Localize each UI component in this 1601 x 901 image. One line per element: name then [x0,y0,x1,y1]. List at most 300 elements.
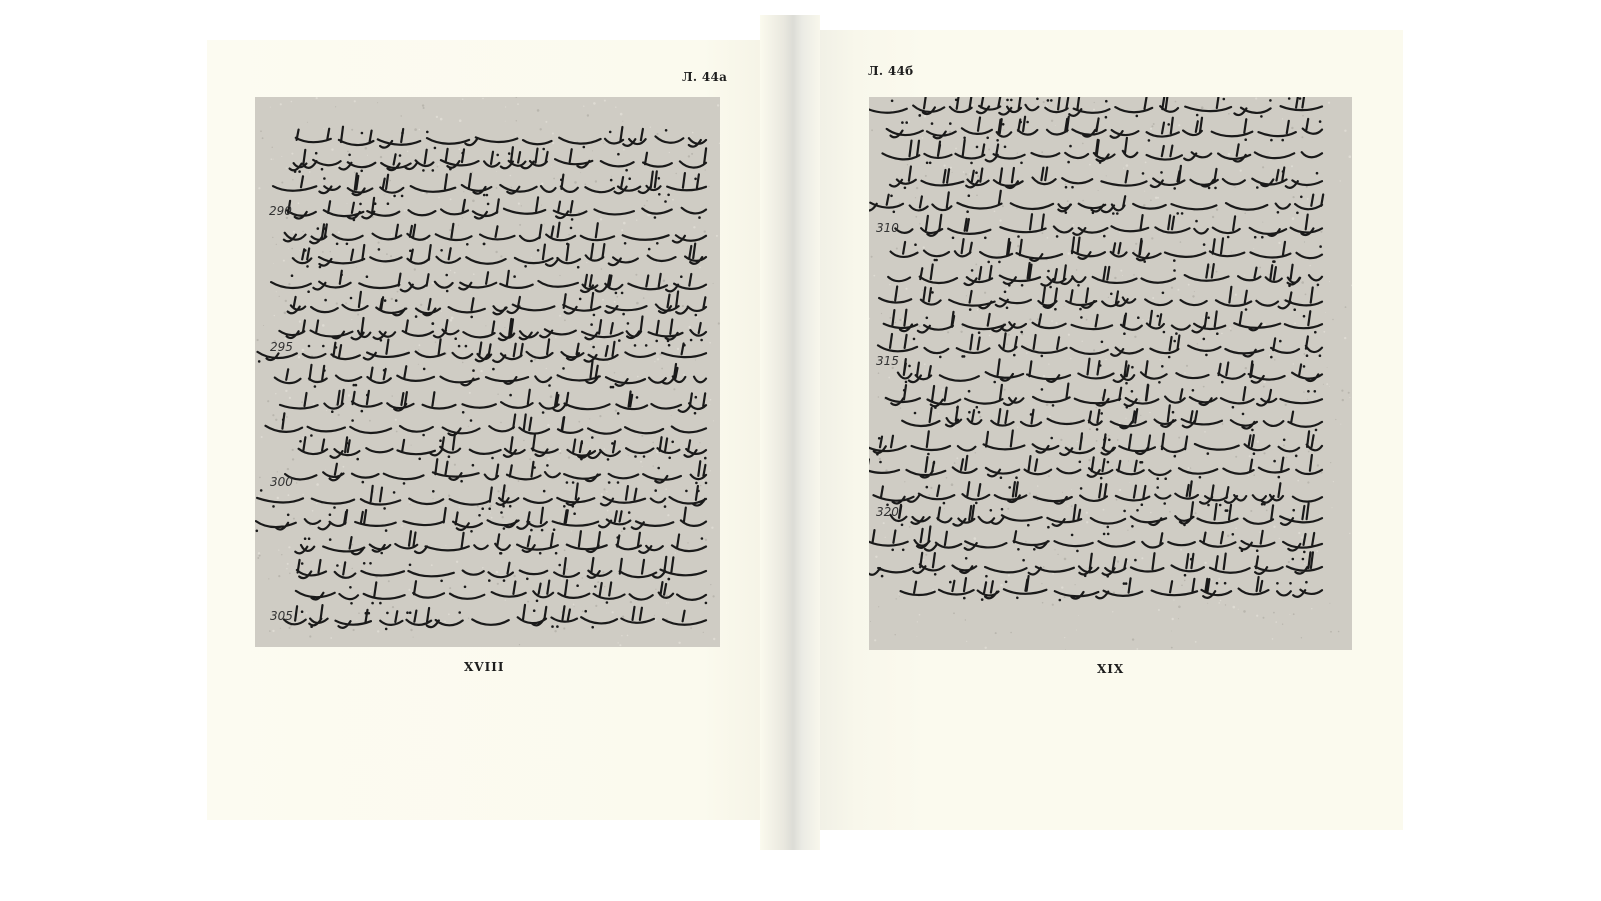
left-manuscript-script [255,97,720,647]
paper-speck [405,350,406,351]
script-dot [366,275,369,278]
script-dot [963,597,966,600]
paper-speck [1178,124,1180,126]
script-dot [1173,269,1176,272]
paper-speck [621,229,623,231]
script-dot [1295,455,1298,458]
script-dot [1199,476,1202,479]
script-dot [308,537,311,540]
script-dot [1107,526,1110,529]
script-dot [272,505,275,508]
paper-speck [705,169,706,170]
script-dot [291,274,294,277]
script-dot [1148,139,1151,142]
paper-speck [1155,197,1157,199]
script-dot [657,467,660,470]
paper-speck [869,318,870,320]
script-dot [690,339,693,342]
paper-speck [642,466,643,467]
paper-speck [511,547,513,549]
paper-speck [260,130,262,132]
script-dot [1174,455,1177,458]
paper-speck [654,615,655,616]
paper-speck [711,527,713,529]
paper-speck [500,255,502,257]
paper-speck [699,267,701,269]
paper-speck [592,150,593,151]
paper-speck [1181,585,1183,587]
script-dot [695,482,698,485]
script-dot [1105,100,1108,103]
script-dot [1020,331,1023,334]
paper-speck [1064,637,1065,638]
paper-speck [1273,526,1275,528]
paper-speck [1145,162,1147,164]
script-dot [536,600,539,603]
script-dot [935,259,938,262]
script-dot [655,340,658,343]
script-dot [321,168,324,171]
script-dot [1101,341,1104,344]
paper-speck [1029,318,1031,320]
paper-speck [619,644,621,646]
paper-speck [573,604,575,606]
paper-speck [995,632,997,634]
script-dot [694,412,697,415]
paper-speck [420,304,422,306]
script-dot [415,315,418,318]
paper-speck [378,242,380,244]
paper-speck [1275,621,1277,623]
paper-speck [367,155,368,156]
paper-speck [1282,624,1283,625]
script-dot [1173,259,1176,262]
paper-speck [1140,276,1141,277]
paper-speck [268,578,269,579]
paper-speck [582,577,584,579]
paper-speck [1076,630,1077,631]
paper-speck [879,458,881,460]
paper-speck [1086,512,1088,514]
paper-speck [1157,197,1159,199]
paper-speck [1042,602,1044,604]
paper-speck [971,104,973,106]
paper-speck [1216,209,1218,211]
script-dot [422,434,425,437]
script-dot [1203,338,1206,341]
script-dot [654,216,657,219]
script-dot [1181,212,1184,215]
paper-speck [713,420,714,421]
paper-speck [505,490,507,492]
paper-speck [1301,637,1302,638]
paper-speck [510,175,512,177]
script-dot [591,626,594,629]
paper-speck [1320,231,1322,233]
paper-speck [1304,563,1305,564]
paper-speck [604,100,606,102]
script-dot [317,227,320,230]
script-dot [1049,286,1052,289]
paper-speck [1175,101,1177,103]
script-line [299,434,706,458]
paper-speck [1062,492,1063,493]
paper-speck [1285,404,1287,406]
paper-speck [497,490,499,492]
script-dot [1071,186,1074,189]
script-dot [409,611,412,614]
script-dot [1270,139,1273,142]
paper-speck [966,545,968,547]
script-dot [1278,476,1281,479]
script-dot [617,412,620,415]
script-dot [1277,211,1280,214]
script-dot [1134,559,1137,562]
paper-speck [391,234,393,236]
paper-speck [471,172,473,174]
script-dot [301,562,304,565]
script-line [869,552,1322,575]
paper-speck [644,205,646,207]
paper-speck [454,272,456,274]
paper-speck [1050,308,1052,310]
paper-speck [1125,418,1126,419]
paper-speck [870,621,871,622]
script-dot [1112,212,1115,215]
script-dot [346,243,349,246]
paper-speck [1335,419,1336,420]
script-dot [694,178,697,181]
paper-speck [580,172,581,173]
paper-speck [975,452,976,453]
paper-speck [440,118,443,121]
paper-speck [1078,615,1079,616]
script-dot [658,177,661,180]
paper-speck [1129,408,1131,410]
paper-speck [1056,156,1057,157]
paper-speck [635,274,637,276]
paper-speck [1160,359,1161,360]
paper-speck [953,612,955,614]
paper-speck [700,485,702,487]
paper-speck [587,114,589,116]
script-dot [539,552,542,555]
paper-speck [895,322,897,324]
paper-speck [1068,252,1070,254]
script-dot [1163,502,1166,505]
right-plate-caption: XIX [1097,662,1125,676]
paper-speck [406,210,407,211]
script-dot [1261,236,1264,239]
paper-speck [615,107,616,108]
paper-speck [566,568,568,570]
paper-speck [1320,515,1321,516]
script-dot [592,346,595,349]
paper-speck [1142,319,1143,320]
paper-speck [1192,295,1194,297]
script-dot [1071,534,1074,537]
script-dot [446,290,449,293]
paper-speck [1151,237,1153,239]
script-dot [395,299,398,302]
paper-speck [1059,335,1060,336]
paper-speck [261,436,263,438]
paper-speck [468,426,469,427]
script-dot [378,248,381,251]
script-dot [543,490,546,493]
script-dot [566,481,569,484]
script-dot [904,187,907,190]
paper-speck [312,510,314,512]
paper-speck [1305,294,1307,296]
paper-speck [377,102,378,103]
script-dot [333,506,336,509]
paper-speck [1274,359,1275,360]
paper-speck [1332,319,1333,320]
script-dot [329,538,332,541]
paper-speck [505,600,506,601]
paper-speck [1323,384,1324,385]
paper-speck [527,601,529,603]
paper-speck [410,585,411,586]
script-dot [664,505,667,508]
paper-speck [597,581,599,583]
paper-speck [1108,297,1109,298]
paper-speck [529,458,531,460]
script-dot [610,179,613,182]
script-line [288,292,706,316]
paper-speck [1230,330,1231,331]
paper-speck [281,182,283,184]
paper-speck [1008,574,1010,576]
paper-speck [678,642,680,644]
paper-speck [622,121,623,122]
paper-speck [389,180,391,182]
paper-speck [1065,649,1066,650]
paper-speck [621,635,622,636]
script-line [888,263,1322,286]
paper-speck [1133,250,1135,252]
paper-speck [1326,383,1328,385]
script-line [284,605,706,628]
paper-speck [1297,480,1299,482]
script-dot [386,612,389,615]
paper-speck [409,501,411,503]
paper-speck [1007,344,1008,345]
paper-speck [580,499,582,501]
line-number: 315 [876,354,899,368]
line-number: 300 [270,475,293,489]
paper-speck [519,644,520,645]
paper-speck [1153,123,1155,125]
script-dot [617,153,620,156]
paper-speck [630,601,632,603]
script-dot [996,139,999,142]
paper-speck [909,526,911,528]
paper-speck [568,234,569,235]
paper-speck [1152,297,1154,299]
paper-speck [436,116,438,118]
script-dot [606,601,609,604]
script-dot [993,381,996,384]
paper-speck [441,311,442,312]
paper-speck [547,457,550,460]
paper-speck [1279,538,1280,539]
script-dot [409,250,412,253]
paper-speck [1180,241,1182,243]
script-dot [625,169,628,172]
script-dot [571,218,574,221]
paper-speck [257,339,259,341]
paper-speck [871,256,873,258]
script-dot [879,461,882,464]
script-dot [1123,510,1126,513]
script-dot [304,537,307,540]
script-dot [634,455,637,458]
paper-speck [656,450,659,453]
paper-speck [277,471,278,472]
script-dot [1216,332,1219,335]
paper-speck [289,397,291,399]
paper-speck [552,133,554,135]
paper-speck [1245,367,1247,369]
paper-speck [1008,334,1010,336]
paper-speck [1329,386,1330,387]
script-dot [901,121,904,124]
paper-speck [515,134,516,135]
script-dot [905,121,908,124]
paper-speck [1072,224,1074,226]
paper-speck [705,539,707,541]
paper-speck [922,290,923,291]
script-dot [1293,308,1296,311]
script-dot [1224,582,1227,585]
paper-speck [1042,232,1044,234]
script-dot [891,100,894,103]
script-dot [1100,412,1103,415]
script-dot [1047,526,1050,529]
paper-speck [1184,372,1186,374]
paper-speck [898,593,899,594]
paper-speck [534,359,536,361]
paper-speck [677,348,679,350]
script-line [266,413,707,435]
script-dot [1269,99,1272,102]
script-dot [393,195,396,198]
paper-speck [280,628,281,629]
script-dot [1156,477,1159,480]
paper-speck [546,368,547,369]
paper-speck [1235,294,1237,296]
paper-speck [1273,612,1275,614]
paper-speck [923,246,925,248]
paper-speck [647,214,650,217]
paper-speck [611,185,612,186]
paper-speck [1316,550,1318,552]
paper-speck [915,197,916,198]
paper-speck [313,403,315,405]
paper-speck [491,517,493,519]
paper-speck [1067,506,1068,507]
paper-speck [339,563,341,565]
script-dot [329,513,332,516]
paper-speck [1342,399,1344,401]
script-dot [926,162,929,165]
paper-speck [337,165,339,167]
paper-speck [636,220,637,221]
paper-speck [272,630,274,632]
script-dot [315,152,318,155]
script-dot [401,195,404,198]
paper-speck [338,414,340,416]
paper-speck [946,477,948,479]
script-dot [1216,582,1219,585]
script-dot [654,489,657,492]
paper-speck [874,639,876,641]
paper-speck [1291,165,1293,167]
script-dot [462,411,465,414]
paper-speck [414,268,416,270]
paper-speck [1263,452,1265,454]
paper-speck [942,389,944,391]
paper-speck [1218,602,1220,604]
script-dot [1096,428,1099,431]
paper-speck [1051,120,1053,122]
paper-speck [691,153,693,155]
paper-speck [1150,128,1152,130]
script-dot [1195,220,1198,223]
script-line [275,361,706,385]
paper-speck [272,414,274,416]
script-line [256,508,706,530]
script-dot [383,507,386,510]
script-line [902,405,1322,428]
paper-speck [1007,288,1009,290]
paper-speck [710,399,712,401]
paper-speck [975,264,977,266]
script-dot [1161,365,1164,368]
paper-speck [1117,439,1119,441]
paper-speck [462,362,464,364]
paper-speck [655,589,656,590]
paper-speck [1054,549,1055,550]
paper-speck [871,129,873,131]
paper-speck [397,291,399,293]
script-dot [260,489,263,492]
paper-speck [1307,481,1309,483]
paper-speck [497,394,498,395]
paper-speck [504,327,505,328]
paper-speck [531,257,532,258]
paper-speck [397,476,399,478]
script-dot [1164,477,1167,480]
script-dot [1173,187,1176,190]
paper-speck [974,537,977,540]
script-dot [1273,460,1276,463]
paper-speck [402,184,403,185]
paper-speck [262,137,264,139]
paper-speck [1026,352,1028,354]
paper-speck [303,494,304,495]
script-dot [470,419,473,422]
paper-speck [1089,428,1091,430]
paper-speck [652,442,654,444]
script-dot [623,527,626,530]
paper-speck [288,248,289,249]
paper-speck [1096,407,1098,409]
paper-speck [1004,100,1006,102]
paper-speck [650,127,651,128]
